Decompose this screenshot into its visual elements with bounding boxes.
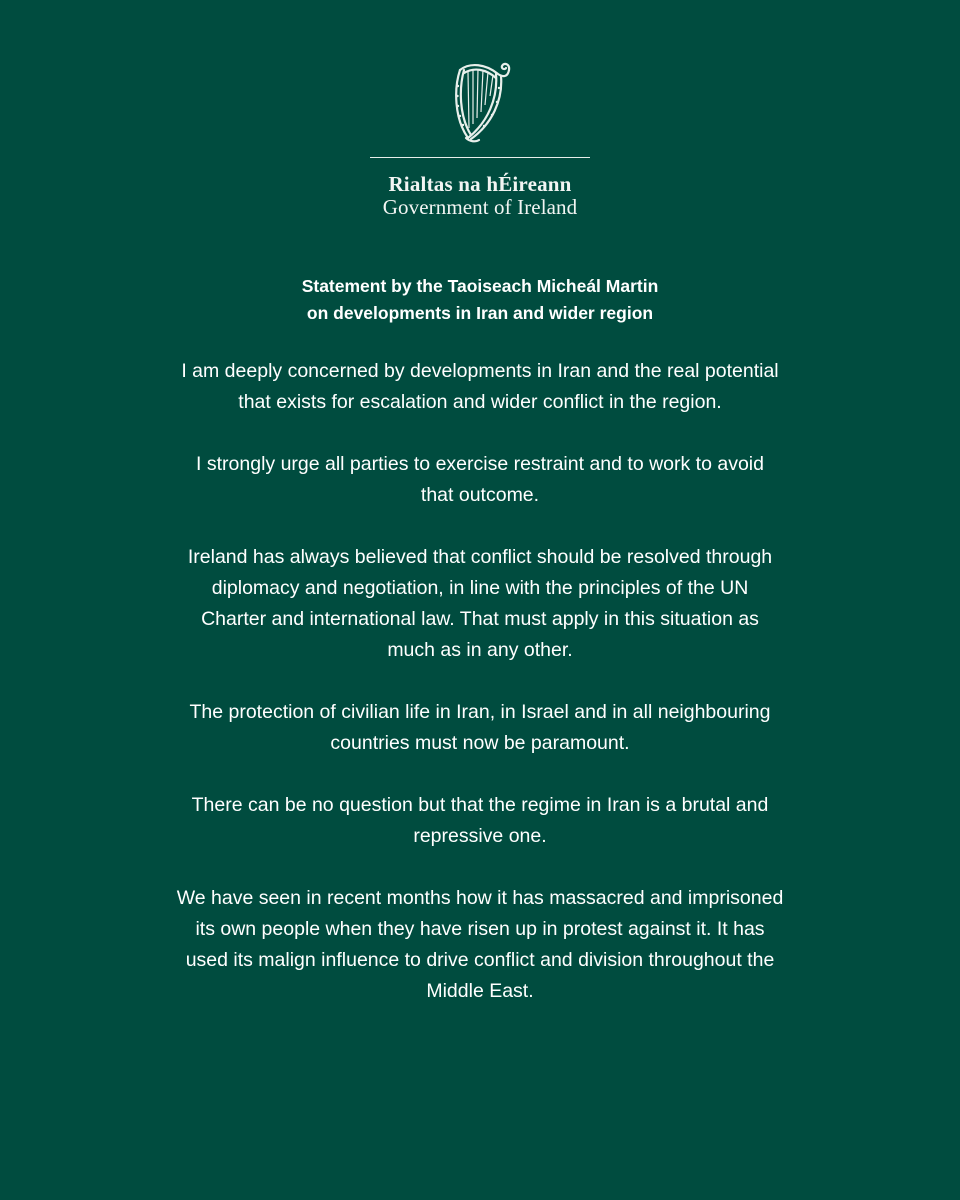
government-name-english: Government of Ireland — [382, 195, 578, 219]
statement-paragraph — [120, 542, 840, 666]
paragraph-line: much as in any other. — [387, 639, 573, 661]
paragraph-line: diplomacy and negotiation, in line with the principles of the UN — [211, 577, 749, 599]
paragraph-line: that exists for escalation and wider conflict in the region. — [238, 391, 722, 413]
statement-title-line: on developments in Iran and wider region — [306, 303, 654, 323]
harp-icon — [446, 58, 514, 144]
paragraph-line: that outcome. — [420, 484, 540, 506]
statement-paragraph — [120, 883, 840, 1007]
paragraph-line: I am deeply concerned by developments in Iran and the real potential — [181, 360, 779, 382]
statement-paragraph — [120, 697, 840, 759]
paragraph-line: used its malign influence to drive conflict and division throughout the — [185, 949, 775, 971]
paragraph-line: repressive one. — [413, 825, 547, 847]
statement-paragraph — [120, 356, 840, 418]
statement-title — [0, 273, 960, 327]
paragraph-line: its own people when they have risen up in protest against it. It has — [195, 918, 765, 940]
statement-title-line: Statement by the Taoiseach Micheál Martin — [301, 276, 659, 296]
paragraph-line: The protection of civilian life in Iran, in Israel and in all neighbouring — [189, 701, 771, 723]
paragraph-line: I strongly urge all parties to exercise restraint and to work to avoid — [196, 453, 764, 475]
crest-divider — [370, 157, 590, 158]
paragraph-line: There can be no question but that the regime in Iran is a brutal and — [191, 794, 769, 816]
paragraph-line: Charter and international law. That must apply in this situation as — [201, 608, 759, 630]
statement-body — [120, 356, 840, 1038]
statement-paragraph — [120, 449, 840, 511]
paragraph-line: We have seen in recent months how it has massacred and imprisoned — [176, 887, 784, 909]
paragraph-line: countries must now be paramount. — [330, 732, 630, 754]
paragraph-line: Ireland has always believed that conflict should be resolved through — [187, 546, 773, 568]
government-name-irish: Rialtas na hÉireann — [388, 172, 572, 196]
statement-paragraph — [120, 790, 840, 852]
paragraph-line: Middle East. — [426, 980, 534, 1002]
